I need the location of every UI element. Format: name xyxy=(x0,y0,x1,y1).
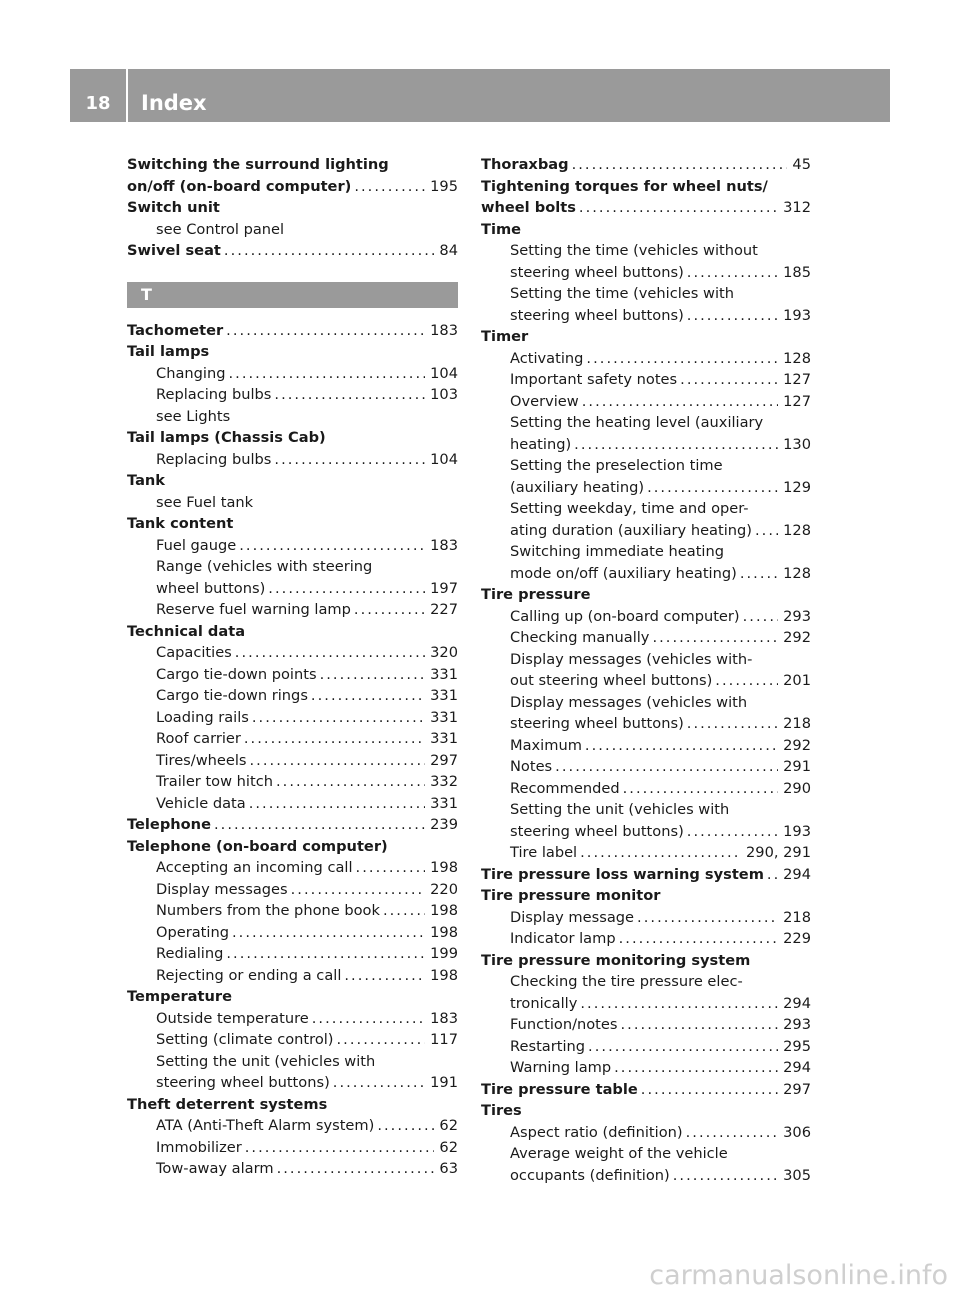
footer xyxy=(0,1244,960,1302)
index-heading: Theft deterrent systems xyxy=(127,1095,328,1113)
index-subentry[interactable] xyxy=(481,756,811,778)
dot-leader xyxy=(715,670,778,692)
index-subentry[interactable] xyxy=(481,842,811,864)
page-reference[interactable]: 331 xyxy=(430,708,458,726)
index-subentry-text: Setting the preselection time xyxy=(510,457,723,474)
index-subentry[interactable] xyxy=(481,520,811,542)
page-reference[interactable]: 218 xyxy=(783,908,811,926)
index-subentry[interactable] xyxy=(481,434,811,456)
index-subentry[interactable] xyxy=(127,1008,458,1030)
page-reference[interactable]: 183 xyxy=(430,536,458,554)
page-reference[interactable]: 104 xyxy=(430,364,458,382)
dot-leader xyxy=(354,176,425,198)
index-subentry[interactable] xyxy=(481,1165,811,1187)
entry-label: steering wheel buttons) xyxy=(510,306,684,324)
index-subentry[interactable] xyxy=(481,305,811,327)
page-reference[interactable]: 45 xyxy=(792,156,811,173)
dot-leader xyxy=(574,434,778,456)
entry-label: Outside temperature xyxy=(156,1009,309,1027)
index-subentry[interactable] xyxy=(481,1014,811,1036)
index-entry[interactable] xyxy=(127,814,458,836)
entry-label: steering wheel buttons) xyxy=(156,1074,330,1091)
index-entry[interactable] xyxy=(127,176,458,198)
index-subentry[interactable] xyxy=(127,793,458,815)
page-reference[interactable]: 331 xyxy=(430,687,458,704)
entry-label: Swivel seat xyxy=(127,242,221,259)
dot-leader xyxy=(244,728,425,750)
index-subentry[interactable] xyxy=(127,599,458,621)
dot-leader xyxy=(680,369,778,391)
dot-leader xyxy=(588,1036,778,1058)
index-subentry[interactable] xyxy=(127,363,458,385)
dot-leader xyxy=(686,1122,779,1144)
dot-leader xyxy=(377,1115,434,1137)
page-reference[interactable]: 103 xyxy=(430,386,458,403)
dot-leader xyxy=(274,449,425,471)
page-reference[interactable]: 191 xyxy=(430,1074,458,1091)
page-reference[interactable]: 128 xyxy=(783,564,811,582)
dot-leader xyxy=(239,535,425,557)
index-subentry[interactable] xyxy=(481,477,811,499)
index-subentry[interactable] xyxy=(127,642,458,664)
index-subentry[interactable] xyxy=(127,771,458,793)
dot-leader xyxy=(767,864,778,886)
index-subentry[interactable] xyxy=(481,928,811,950)
index-heading: Tire pressure xyxy=(481,586,591,603)
entry-label: tronically xyxy=(510,994,578,1012)
index-heading: Switching the surround lighting xyxy=(127,156,389,173)
index-subentry[interactable] xyxy=(481,907,811,929)
index-subentry-text: Display messages (vehicles with- xyxy=(510,650,753,668)
page-reference[interactable]: 127 xyxy=(783,392,811,410)
page-reference[interactable]: 193 xyxy=(783,306,811,324)
index-heading: Tightening torques for wheel nuts/ xyxy=(481,177,768,195)
dot-leader xyxy=(224,240,435,262)
index-heading: Tire pressure monitoring system xyxy=(481,951,751,969)
index-subentry-text: see Fuel tank xyxy=(156,493,254,511)
index-heading: Tail lamps xyxy=(127,343,210,360)
entry-label: wheel buttons) xyxy=(156,579,266,597)
page-reference[interactable]: 62 xyxy=(439,1138,458,1156)
entry-label: Roof carrier xyxy=(156,730,241,747)
dot-leader xyxy=(582,391,778,413)
dot-leader xyxy=(344,965,425,987)
index-heading: Temperature xyxy=(127,988,232,1005)
index-subentry-text: Setting the unit (vehicles with xyxy=(156,1052,376,1070)
entry-label: Tire label xyxy=(510,844,578,861)
watermark-link[interactable]: carmanualsonline.info xyxy=(649,1260,948,1291)
entry-label: on/off (on-board computer) xyxy=(127,177,352,195)
index-subentry[interactable] xyxy=(127,1115,458,1137)
index-heading: Telephone (on-board computer) xyxy=(127,837,388,855)
index-subentry[interactable] xyxy=(127,1137,458,1159)
dot-leader xyxy=(274,384,425,406)
dot-leader xyxy=(687,262,778,284)
entry-label: Immobilizer xyxy=(156,1138,242,1156)
index-subentry-text: Range (vehicles with steering xyxy=(156,558,373,575)
entry-label: Restarting xyxy=(510,1037,586,1055)
page-reference[interactable]: 331 xyxy=(430,665,458,683)
index-subentry-text: Switching immediate heating xyxy=(510,543,724,560)
index-heading: Time xyxy=(481,220,522,238)
page-reference[interactable]: 305 xyxy=(783,1166,811,1184)
page-reference[interactable]: 331 xyxy=(430,794,458,812)
index-subentry[interactable] xyxy=(481,713,811,735)
entry-label: steering wheel buttons) xyxy=(510,263,684,281)
entry-label: Indicator lamp xyxy=(510,930,616,947)
entry-label: Accepting an incoming call xyxy=(156,859,353,876)
index-heading: Tail lamps (Chassis Cab) xyxy=(127,429,326,446)
dot-leader xyxy=(673,1165,778,1187)
entry-label: Maximum xyxy=(510,736,582,754)
index-subentry-text: see Lights xyxy=(156,407,231,425)
dot-leader xyxy=(354,599,425,621)
dot-leader xyxy=(687,305,778,327)
entry-label: Tires/wheels xyxy=(156,751,247,769)
index-subentry-text: see Control panel xyxy=(156,220,285,238)
index-subentry[interactable] xyxy=(127,965,458,987)
page-reference[interactable]: 229 xyxy=(783,930,811,947)
dot-leader xyxy=(312,1008,425,1030)
index-subentry[interactable] xyxy=(127,922,458,944)
index-subentry[interactable] xyxy=(481,821,811,843)
index-entry[interactable] xyxy=(481,864,811,886)
page-reference[interactable]: 218 xyxy=(783,715,811,732)
index-subentry[interactable] xyxy=(127,1072,458,1094)
index-subentry-text: Setting the heating level (auxiliary xyxy=(510,414,764,431)
page-reference[interactable]: 239 xyxy=(430,816,458,833)
page-reference[interactable]: 220 xyxy=(430,880,458,898)
index-subentry[interactable] xyxy=(481,735,811,757)
index-subentry[interactable] xyxy=(481,670,811,692)
page-reference[interactable]: 128 xyxy=(783,521,811,539)
index-subentry[interactable] xyxy=(127,728,458,750)
entry-label: ating duration (auxiliary heating) xyxy=(510,521,752,539)
entry-label: Fuel gauge xyxy=(156,536,237,554)
entry-label: Rejecting or ending a call xyxy=(156,966,342,984)
dot-leader xyxy=(619,928,779,950)
index-entry[interactable] xyxy=(481,154,811,176)
page-reference[interactable]: 331 xyxy=(430,730,458,747)
dot-leader xyxy=(232,922,425,944)
entry-label: steering wheel buttons) xyxy=(510,715,684,732)
entry-label: Operating xyxy=(156,923,229,941)
dot-leader xyxy=(585,735,778,757)
entry-label: Aspect ratio (definition) xyxy=(510,1123,683,1141)
page-reference[interactable]: 294 xyxy=(783,1059,811,1076)
entry-label: Function/notes xyxy=(510,1016,618,1033)
entry-label: steering wheel buttons) xyxy=(510,822,684,840)
page-reference[interactable]: 306 xyxy=(783,1123,811,1141)
entry-label: Replacing bulbs xyxy=(156,450,272,468)
entry-label: Tire pressure loss warning system xyxy=(481,865,764,883)
page-reference[interactable]: 84 xyxy=(439,242,458,259)
page-reference[interactable]: 129 xyxy=(783,478,811,496)
dot-leader xyxy=(614,1057,778,1079)
entry-label: Cargo tie-down rings xyxy=(156,687,308,704)
entry-label: Overview xyxy=(510,392,579,410)
entry-label: Reserve fuel warning lamp xyxy=(156,601,351,618)
index-heading: Tank xyxy=(127,472,166,489)
dot-leader xyxy=(641,1079,778,1101)
index-subentry[interactable] xyxy=(481,262,811,284)
entry-label: Tachometer xyxy=(127,321,224,339)
index-subentry[interactable] xyxy=(127,707,458,729)
page-reference[interactable]: 198 xyxy=(430,966,458,984)
index-subentry-text: Setting the time (vehicles without xyxy=(510,242,758,259)
page-reference[interactable]: 201 xyxy=(783,672,811,689)
dot-leader xyxy=(226,320,425,342)
page-reference[interactable]: 198 xyxy=(430,923,458,941)
index-subentry[interactable] xyxy=(127,943,458,965)
dot-leader xyxy=(320,664,426,686)
index-subentry[interactable] xyxy=(127,750,458,772)
page-reference[interactable]: 193 xyxy=(783,822,811,840)
index-subentry[interactable] xyxy=(481,1122,811,1144)
index-heading: Technical data xyxy=(127,622,246,640)
page-reference[interactable]: 199 xyxy=(430,945,458,962)
dot-leader xyxy=(311,685,425,707)
index-heading: Timer xyxy=(481,328,529,345)
dot-leader xyxy=(652,627,778,649)
dot-leader xyxy=(647,477,778,499)
dot-leader xyxy=(572,154,788,176)
index-subentry[interactable] xyxy=(127,384,458,406)
entry-label: Setting (climate control) xyxy=(156,1031,334,1048)
page-reference[interactable]: 117 xyxy=(430,1031,458,1048)
index-heading: Switch unit xyxy=(127,199,220,216)
entry-label: Important safety notes xyxy=(510,371,678,388)
index-subentry[interactable] xyxy=(481,1036,811,1058)
index-subentry-text: Setting weekday, time and oper- xyxy=(510,500,749,517)
dot-leader xyxy=(620,1014,778,1036)
index-subentry[interactable] xyxy=(481,369,811,391)
dot-leader xyxy=(228,363,425,385)
page-reference[interactable]: 293 xyxy=(783,607,811,625)
page-reference[interactable]: 128 xyxy=(783,349,811,367)
entry-label: (auxiliary heating) xyxy=(510,478,645,496)
dot-leader xyxy=(740,563,778,585)
entry-label: mode on/off (auxiliary heating) xyxy=(510,564,737,582)
dot-leader xyxy=(743,606,779,628)
page-reference[interactable]: 127 xyxy=(783,371,811,388)
page-reference[interactable]: 292 xyxy=(783,629,811,646)
entry-label: Tow-away alarm xyxy=(156,1160,274,1177)
dot-leader xyxy=(291,879,426,901)
entry-label: Changing xyxy=(156,364,226,382)
entry-label: Telephone xyxy=(127,816,211,833)
page-reference[interactable]: 183 xyxy=(430,1009,458,1027)
page-reference[interactable]: 197 xyxy=(430,579,458,597)
entry-label: Capacities xyxy=(156,644,232,661)
page-reference[interactable]: 198 xyxy=(430,859,458,876)
page-reference[interactable]: 130 xyxy=(783,435,811,453)
index-heading: Tires xyxy=(481,1102,522,1119)
entry-label: wheel bolts xyxy=(481,199,576,216)
index-entry[interactable] xyxy=(127,320,458,342)
dot-leader xyxy=(337,1029,426,1051)
dot-leader xyxy=(637,907,778,929)
page-reference[interactable]: 290, 291 xyxy=(746,844,811,861)
dot-leader xyxy=(356,857,426,879)
index-subentry[interactable] xyxy=(481,348,811,370)
entry-label: Calling up (on-board computer) xyxy=(510,607,740,625)
entry-label: Thoraxbag xyxy=(481,156,569,173)
index-entry[interactable] xyxy=(481,197,811,219)
entry-label: Replacing bulbs xyxy=(156,386,272,403)
dot-leader xyxy=(687,821,778,843)
index-subentry[interactable] xyxy=(127,578,458,600)
entry-label: Display messages xyxy=(156,880,288,898)
entry-label: Trailer tow hitch xyxy=(156,773,273,790)
index-subentry[interactable] xyxy=(127,1158,458,1180)
entry-label: Redialing xyxy=(156,945,224,962)
page-reference[interactable]: 104 xyxy=(430,450,458,468)
page-reference[interactable]: 295 xyxy=(783,1037,811,1055)
index-column-right xyxy=(481,154,811,1186)
page-reference[interactable]: 63 xyxy=(439,1160,458,1177)
index-subentry[interactable] xyxy=(481,606,811,628)
page-reference[interactable]: 62 xyxy=(439,1117,458,1134)
dot-leader xyxy=(214,814,425,836)
index-subentry-text: Average weight of the vehicle xyxy=(510,1145,728,1162)
entry-label: Warning lamp xyxy=(510,1059,612,1076)
page-reference[interactable]: 297 xyxy=(783,1080,811,1098)
index-subentry[interactable] xyxy=(481,391,811,413)
entry-label: Cargo tie-down points xyxy=(156,665,317,683)
dot-leader xyxy=(245,1137,435,1159)
index-subentry-text: Setting the unit (vehicles with xyxy=(510,801,730,818)
page-number: 18 xyxy=(85,93,111,114)
index-subentry-text: Setting the time (vehicles with xyxy=(510,285,734,302)
entry-label: Loading rails xyxy=(156,708,249,726)
index-subentry[interactable] xyxy=(481,778,811,800)
index-heading: Tank content xyxy=(127,515,234,532)
page-reference[interactable]: 183 xyxy=(430,321,458,339)
index-subentry[interactable] xyxy=(127,900,458,922)
dot-leader xyxy=(755,520,778,542)
section-letter-bar: T xyxy=(127,282,458,308)
page-reference[interactable]: 293 xyxy=(783,1016,811,1033)
entry-label: occupants (definition) xyxy=(510,1166,670,1184)
page-reference[interactable]: 198 xyxy=(430,902,458,919)
entry-label: Checking manually xyxy=(510,629,650,646)
index-subentry[interactable] xyxy=(481,627,811,649)
page-reference[interactable]: 294 xyxy=(783,865,811,883)
dot-leader xyxy=(580,993,778,1015)
index-subentry-text: Checking the tire pressure elec- xyxy=(510,973,743,990)
index-subentry[interactable] xyxy=(481,1057,811,1079)
entry-label: ATA (Anti-Theft Alarm system) xyxy=(156,1117,375,1134)
index-subentry[interactable] xyxy=(127,449,458,471)
index-subentry[interactable] xyxy=(481,563,811,585)
index-subentry[interactable] xyxy=(127,535,458,557)
entry-label: out steering wheel buttons) xyxy=(510,672,713,689)
page-reference[interactable]: 312 xyxy=(783,199,811,216)
entry-label: Recommended xyxy=(510,779,620,797)
dot-leader xyxy=(333,1072,425,1094)
page-reference[interactable]: 332 xyxy=(430,773,458,790)
page-reference[interactable]: 195 xyxy=(430,177,458,195)
index-heading: Tire pressure monitor xyxy=(481,887,661,904)
page-reference[interactable]: 290 xyxy=(783,779,811,797)
entry-label: Activating xyxy=(510,349,584,367)
dot-leader xyxy=(226,943,425,965)
dot-leader xyxy=(586,348,778,370)
dot-leader xyxy=(580,842,741,864)
page-header xyxy=(70,69,890,122)
index-subentry-text: Display messages (vehicles with xyxy=(510,693,748,711)
index-subentry[interactable] xyxy=(127,857,458,879)
page-reference[interactable]: 185 xyxy=(783,263,811,281)
index-column-left xyxy=(127,154,458,1180)
index-subentry[interactable] xyxy=(127,664,458,686)
index-subentry[interactable] xyxy=(481,993,811,1015)
dot-leader xyxy=(579,197,778,219)
entry-label: Display message xyxy=(510,908,635,926)
index-subentry[interactable] xyxy=(127,879,458,901)
dot-leader xyxy=(250,750,426,772)
entry-label: Notes xyxy=(510,758,553,775)
entry-label: Numbers from the phone book xyxy=(156,902,380,919)
dot-leader xyxy=(623,778,779,800)
entry-label: Tire pressure table xyxy=(481,1080,638,1098)
index-subentry[interactable] xyxy=(127,1029,458,1051)
dot-leader xyxy=(383,900,425,922)
dot-leader xyxy=(687,713,778,735)
header-divider xyxy=(126,69,128,122)
dot-leader xyxy=(277,1158,435,1180)
index-subentry[interactable] xyxy=(127,685,458,707)
entry-label: heating) xyxy=(510,435,572,453)
page-title: Index xyxy=(141,91,207,115)
dot-leader xyxy=(249,793,425,815)
page-reference[interactable]: 294 xyxy=(783,994,811,1012)
page-reference[interactable]: 292 xyxy=(783,736,811,754)
page-reference[interactable]: 227 xyxy=(430,601,458,618)
dot-leader xyxy=(276,771,425,793)
index-entry[interactable] xyxy=(127,240,458,262)
entry-label: Vehicle data xyxy=(156,794,246,812)
dot-leader xyxy=(235,642,425,664)
page-reference[interactable]: 291 xyxy=(783,758,811,775)
dot-leader xyxy=(268,578,425,600)
dot-leader xyxy=(252,707,425,729)
index-entry[interactable] xyxy=(481,1079,811,1101)
page-reference[interactable]: 320 xyxy=(430,644,458,661)
dot-leader xyxy=(555,756,778,778)
page-reference[interactable]: 297 xyxy=(430,751,458,769)
